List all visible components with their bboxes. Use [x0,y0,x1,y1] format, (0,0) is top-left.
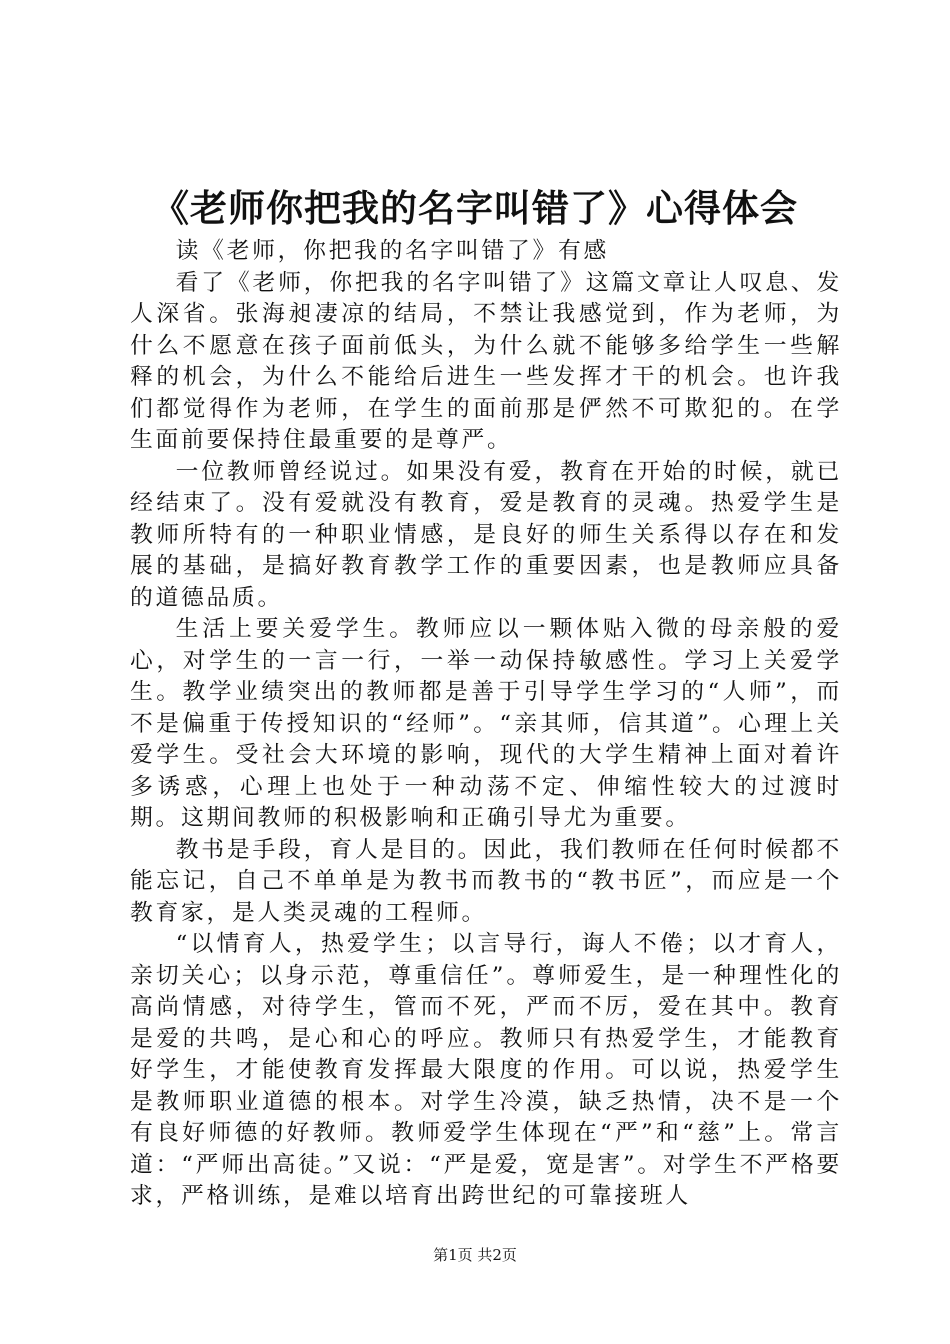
paragraph-subtitle: 读《老师，你把我的名字叫错了》有感 [175,238,610,264]
paragraph: 教书是手段，育人是目的。因此，我们教师在任何时候都不能忘记，自己不单单是为教书而教书的“教书匠”，而应是一个教育家，是人类灵魂的工程师。 [130,836,842,926]
paragraph: 生活上要关爱学生。教师应以一颗体贴入微的母亲般的爱心，对学生的一言一行，一举一动保持敏感性。学习上关爱学生。教学业绩突出的教师都是善于引导学生学习的“人师”，而不是偏重于传授知识的“经师”。“亲其师，信其道”。心理上关爱学生。受社会大环境的影响，现代的大学生精神上面对着许多诱惑，心理上也处于一种动荡不定、伸缩性较大的过渡时期。这期间教师的积极影响和正确引导尤为重要。 [130,616,842,831]
paragraph: 一位教师曾经说过。如果没有爱，教育在开始的时候，就已经结束了。没有爱就没有教育，爱是教育的灵魂。热爱学生是教师所特有的一种职业情感，是良好的师生关系得以存在和发展的基础，是搞好教育教学工作的重要因素，也是教师应具备的道德品质。 [130,458,842,611]
document-title: 《老师你把我的名字叫错了》心得体会 [152,187,798,230]
paragraph: “以情育人，热爱学生；以言导行，诲人不倦；以才育人，亲切关心；以身示范，尊重信任”。尊师爱生，是一种理性化的高尚情感，对待学生，管而不死，严而不厉，爱在其中。教育是爱的共鸣，是心和心的呼应。教师只有热爱学生，才能教育好学生，才能使教育发挥最大限度的作用。可以说，热爱学生是教师职业道德的根本。对学生冷漠，缺乏热情，决不是一个有良好师德的好教师。教师爱学生体现在“严”和“慈”上。常言道：“严师出高徒。”又说：“严是爱，宽是害”。对学生不严格要求，严格训练，是难以培育出跨世纪的可靠接班人 [130,931,842,1209]
document-body [130,236,842,1213]
paragraph: 看了《老师，你把我的名字叫错了》这篇文章让人叹息、发人深省。张海昶凄凉的结局，不禁让我感觉到，作为老师，为什么不愿意在孩子面前低头，为什么就不能够多给学生一些解释的机会，为什么不能给后进生一些发挥才干的机会。也许我们都觉得作为老师，在学生的面前那是俨然不可欺犯的。在学生面前要保持住最重要的是尊严。 [130,269,842,453]
page-number-footer: 第1页 共2页 [433,1246,517,1264]
